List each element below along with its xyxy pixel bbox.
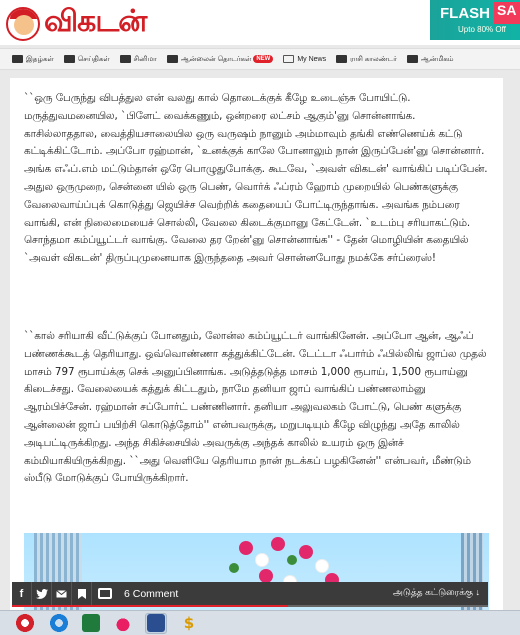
nav-label: இதழ்கள் — [26, 55, 54, 63]
spiritual-icon — [407, 55, 418, 63]
nav-item-cinema[interactable] — [120, 55, 157, 64]
mynews-icon — [283, 55, 294, 63]
drop-icon[interactable] — [114, 614, 132, 632]
comments-count[interactable]: 6 Comment — [124, 587, 179, 600]
read-progress-fill — [12, 605, 288, 607]
comment-icon[interactable] — [98, 588, 112, 599]
nav-item-spiritual[interactable] — [407, 55, 454, 64]
nav-item-series[interactable] — [167, 55, 274, 64]
site-header — [0, 0, 520, 45]
ad-banner[interactable] — [430, 0, 520, 40]
mascot-icon — [6, 7, 40, 41]
facebook-icon: f — [19, 587, 24, 600]
ie-icon[interactable] — [50, 614, 68, 632]
nav-label: My News — [297, 55, 327, 63]
currency-icon[interactable]: $ — [183, 614, 195, 632]
site-logo[interactable] — [6, 4, 146, 43]
nav-item-mynews[interactable] — [283, 55, 326, 63]
ad-flash-text: FLASH — [440, 5, 490, 22]
twitter-share-button[interactable] — [32, 582, 52, 605]
email-share-button[interactable] — [52, 582, 72, 605]
share-bar — [12, 582, 488, 605]
ad-sale-text: SA — [494, 2, 520, 24]
facebook-share-button[interactable] — [12, 582, 32, 605]
ad-upto-text: Upto 80% Off — [458, 25, 506, 34]
os-taskbar — [0, 610, 520, 635]
magazine-icon — [12, 55, 23, 63]
opera-icon[interactable] — [16, 614, 34, 632]
nav-label: சினிமா — [133, 55, 157, 63]
new-badge: NEW — [253, 55, 273, 63]
computer-icon[interactable] — [147, 614, 165, 632]
bookmark-button[interactable] — [72, 582, 92, 605]
news-icon — [64, 55, 75, 63]
mail-icon — [56, 590, 67, 598]
nav-label: ஆன்லைன் தொடர்கள் — [180, 55, 252, 63]
main-nav — [0, 48, 520, 70]
nav-item-calendar[interactable] — [336, 55, 397, 64]
twitter-icon — [36, 589, 48, 599]
article-body — [10, 78, 503, 635]
nav-label: ஆன்மிகம் — [420, 55, 454, 63]
cinema-icon — [120, 55, 131, 63]
article-paragraph: ``கால் சரியாகி வீட்டுக்குப் போனதும், லோன்ல கம்ப்யூட்டர் வாங்கினேன். அப்போ ஆன், ஆஃப் பண்ணக்கூடத் தெரியாது. ஒவ்வொண்ணா கத்துக்கிட்டேன். டேட்டா ஃபார்ம் ஃபில்லிங் ஜாப்ல முதல் மாசம் 797 ரூபாய்க்கு செக் அனுப்பினாங்க. அடுத்தடுத்த மாசம் 1,000 ரூபாய், 1,500 ரூபாய்னு கிடைச்சது. வேலையைக் கத்துக் கிட்டதும், நாமே தனியா ஜாப் வாங்கிப் பண்ணலாம்னு ஆரம்பிச்சேன். ரஹ்மான் சப்போர்ட் பண்ணினார். தனியா அலுவலகம் போட்டு, பெண் களுக்கு ஆன்லைன் ஜாப் பயிற்சி கொடுத்தோம்'' என்பவருக்கு, மறுபடியும் கீழே விழுந்து அதே காலில் அடிபட்டிருக்கிறது. அந்த சிகிச்சையில் அவருக்கு அந்தக் காலில் உயரம் ஒரு இன்ச் கம்மியாகியிருக்கிறது. ``அது வெளியே தெரியாம நான் நடக்கப் பழகினேன்'' என்பவர், மீண்டும் ஸ்பீடு மோடுக்குப் போயிருக்கிறார். — [24, 330, 487, 485]
bookmark-icon — [78, 589, 86, 599]
nav-label: செய்திகள் — [77, 55, 110, 63]
read-progress-bar — [12, 605, 488, 607]
article-paragraph: ``ஒரு பேருந்து விபத்துல என் வலது கால் தொடைக்குக் கீழே உடைஞ்சு போயிட்டு. மருத்துவமனையில, `பிளேட் வைக்கணும், ஒன்றரை லட்சம் ஆகும்'னு சொன்னாங்க. காசில்லாததால, வைத்தியசாலையில ஒரு வருஷம் நானும் அம்மாவும் தங்கி எண்ணெய்க் கட்டு கட்டிக்கிட்டோம். அப்போ ரஹ்மான், `உனக்குக் காலே போனாலும் நான் இருப்பேன்'னு சொன்னார். அங்க எஃப்.எம் மட்டும்தான் ஒரே பொழுதுபோக்கு. கூடவே, `அவள் விகடன்' வாங்கிப் படிப்பேன். அதுல ஒருமுறை, சென்னை யில் ஒரு பெண், வொர்க் ஃப்ரம் ஹோம் முறையில் பெண்களுக்கு வேலைவாய்ப்புக் கொடுத்து ஜெயிச்ச வெற்றிக் கதையைப் போட்டிருந்தாங்க. அவங்க நம்பரை வாங்கி, என் நிலைமையைச் சொல்லி, வேலை கிடைக்குமானு கேட்டேன். `உடம்பு சரியாகட்டும். சொந்தமா கம்ப்யூட்டர் வாங்கு. வேலை தர றேன்'னு சொன்னாங்க'' - தேன் மொழியின் கதையில் `அவள் விகடன்' திருப்புமுனையாக இருந்ததை அவர் சொன்னபோது நமக்கே சர்ப்ரைஸ்! — [24, 92, 488, 265]
nav-item-news[interactable] — [64, 55, 110, 64]
excel-icon[interactable] — [82, 614, 100, 632]
calendar-icon — [336, 55, 347, 63]
next-article-link[interactable]: அடுத்த கட்டுரைக்கு ↓ — [392, 587, 480, 597]
series-icon — [167, 55, 178, 63]
nav-item-magazines[interactable] — [12, 55, 54, 64]
nav-label: ராசி காலண்டர் — [350, 55, 397, 63]
logo-text: விகடன் — [44, 4, 147, 39]
